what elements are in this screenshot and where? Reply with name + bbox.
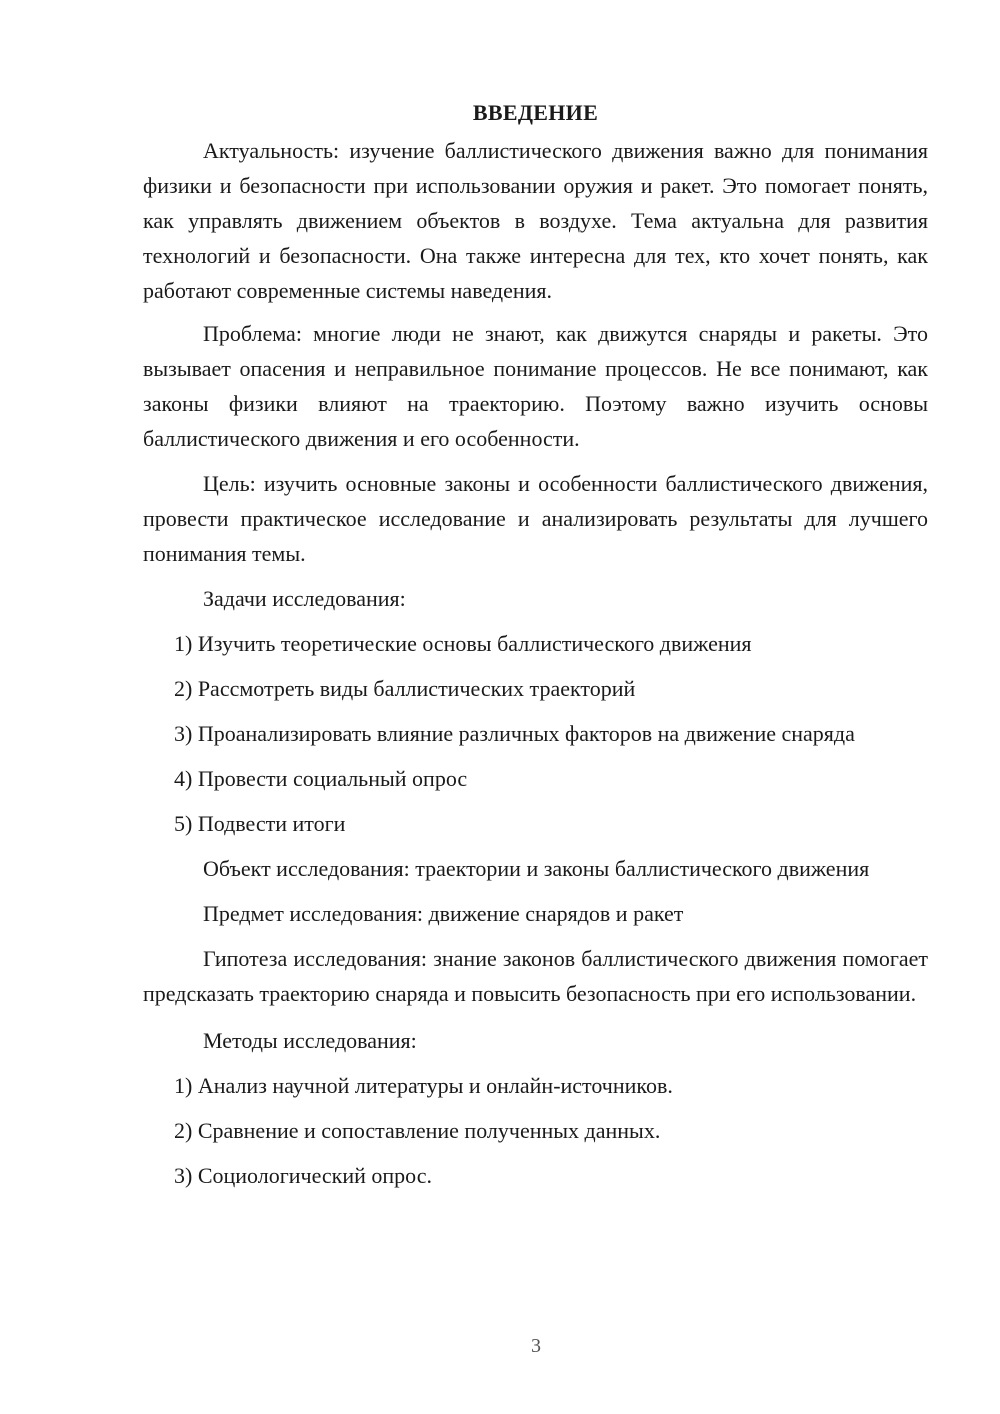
method-item: 1) Анализ научной литературы и онлайн-источников. [174,1073,673,1098]
relevance-paragraph: Актуальность: изучение баллистического движения важно для понимания физики и безопасности при использовании оружия и ракет. Это помогает понять, как управлять движением объектов в воздухе. Тема актуальна для развития технологий и безопасности. Она также интересна для тех, кто хочет понять, как работают современные системы наведения. [143,138,928,303]
object-paragraph: Объект исследования: траектории и законы баллистического движения [203,856,870,881]
task-item: 5) Подвести итоги [174,811,346,836]
task-item: 1) Изучить теоретические основы баллистического движения [174,631,752,656]
section-title: ВВЕДЕНИЕ [472,100,599,125]
problem-paragraph: Проблема: многие люди не знают, как движутся снаряды и ракеты. Это вызывает опасения и неправильное понимание процессов. Не все понимают, как законы физики влияют на траекторию. Поэтому важно изучить основы баллистического движения и его особенности. [143,321,928,451]
task-item: 3) Проанализировать влияние различных факторов на движение снаряда [174,721,855,746]
tasks-heading: Задачи исследования: [203,586,406,611]
subject-paragraph: Предмет исследования: движение снарядов и ракет [203,901,684,926]
page-content [143,93,928,1193]
hypothesis-paragraph: Гипотеза исследования: знание законов баллистического движения помогает предсказать траекторию снаряда и повысить безопасность при его использовании. [143,946,928,1006]
task-item: 2) Рассмотреть виды баллистических траекторий [174,676,636,701]
task-item: 4) Провести социальный опрос [174,766,468,791]
method-item: 3) Социологический опрос. [174,1163,432,1188]
methods-heading: Методы исследования: [203,1028,417,1053]
page-number: 3 [531,1335,541,1357]
method-item: 2) Сравнение и сопоставление полученных данных. [174,1118,661,1143]
goal-paragraph: Цель: изучить основные законы и особенности баллистического движения, провести практическое исследование и анализировать результаты для лучшего понимания темы. [143,471,928,566]
